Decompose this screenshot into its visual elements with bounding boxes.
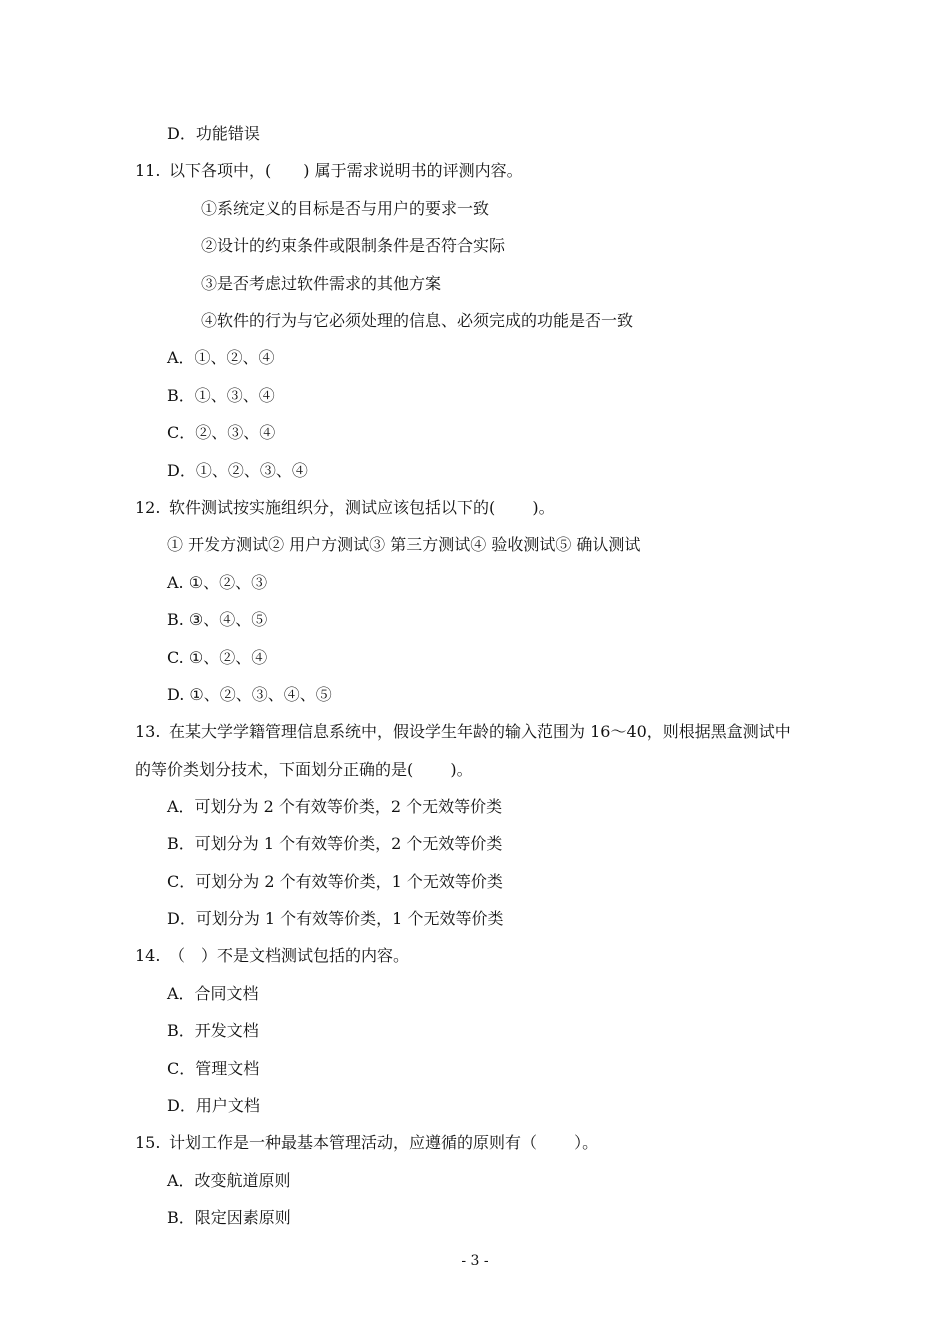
q15-number: 15. bbox=[135, 1133, 161, 1152]
q14-number: 14. bbox=[135, 946, 161, 965]
q13-number: 13. bbox=[135, 722, 161, 741]
q13-option-c: C．可划分为 2 个有效等价类，1 个无效等价类 bbox=[167, 872, 503, 891]
q11-stem: 以下各项中，( ) 属于需求说明书的评测内容。 bbox=[169, 161, 523, 180]
q12-items: ① 开发方测试② 用户方测试③ 第三方测试④ 验收测试⑤ 确认测试 bbox=[167, 535, 641, 554]
q13-stem-continued: 的等价类划分技术，下面划分正确的是( )。 bbox=[135, 760, 473, 779]
q11-item-4: ④软件的行为与它必须处理的信息、必须完成的功能是否一致 bbox=[201, 311, 634, 330]
q12-stem: 软件测试按实施组织分，测试应该包括以下的( )。 bbox=[169, 498, 555, 517]
q14-stem: （ ）不是文档测试包括的内容。 bbox=[169, 946, 410, 965]
q11-number: 11. bbox=[135, 161, 161, 180]
q13-option-a: A．可划分为 2 个有效等价类，2 个无效等价类 bbox=[167, 797, 503, 816]
q14-option-a: A．合同文档 bbox=[167, 984, 259, 1003]
q12-option-d: D. ①、②、③、④、⑤ bbox=[167, 685, 332, 704]
q12-option-a: A. ①、②、③ bbox=[167, 573, 268, 592]
q11-item-1: ①系统定义的目标是否与用户的要求一致 bbox=[201, 199, 490, 218]
q13-option-b: B．可划分为 1 个有效等价类，2 个无效等价类 bbox=[167, 834, 503, 853]
q13-stem: 在某大学学籍管理信息系统中，假设学生年龄的输入范围为 16～40，则根据黑盒测试中 bbox=[169, 722, 791, 741]
q11-item-3: ③是否考虑过软件需求的其他方案 bbox=[201, 274, 442, 293]
q14-option-d: D．用户文档 bbox=[167, 1096, 260, 1115]
q15-stem: 计划工作是一种最基本管理活动，应遵循的原则有（ ）。 bbox=[169, 1133, 599, 1152]
q12-option-c: C. ①、②、④ bbox=[167, 648, 268, 667]
page-number: - 3 - bbox=[461, 1253, 489, 1269]
q11-option-a: A．①、②、④ bbox=[167, 348, 275, 367]
q12-option-b: B. ③、④、⑤ bbox=[167, 610, 268, 629]
q11-option-d: D．①、②、③、④ bbox=[167, 461, 308, 480]
q14-option-b: B．开发文档 bbox=[167, 1021, 259, 1040]
q12-number: 12. bbox=[135, 498, 161, 517]
q11-option-c: C．②、③、④ bbox=[167, 423, 276, 442]
q11-option-b: B．①、③、④ bbox=[167, 386, 275, 405]
q15-option-a: A．改变航道原则 bbox=[167, 1171, 291, 1190]
q13-option-d: D．可划分为 1 个有效等价类，1 个无效等价类 bbox=[167, 909, 504, 928]
q14-option-c: C．管理文档 bbox=[167, 1059, 260, 1078]
q10-option-d: D．功能错误 bbox=[167, 124, 260, 143]
q11-item-2: ②设计的约束条件或限制条件是否符合实际 bbox=[201, 236, 506, 255]
q15-option-b: B．限定因素原则 bbox=[167, 1208, 291, 1227]
